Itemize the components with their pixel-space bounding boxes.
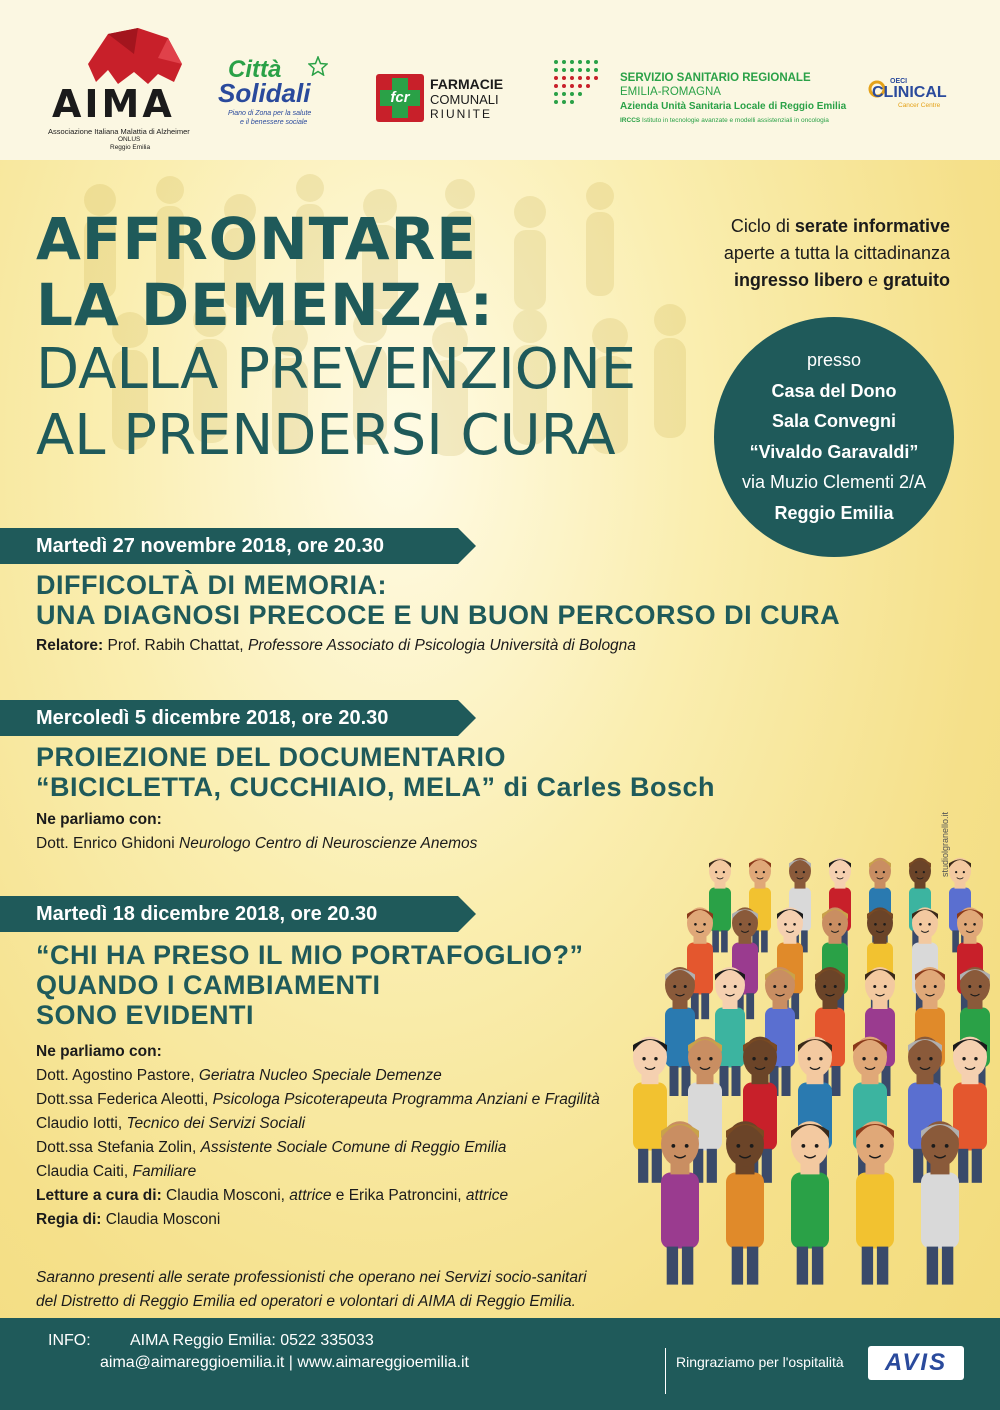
farmacie-comunali-logo	[376, 74, 526, 124]
crowd-person	[791, 1121, 829, 1284]
info-label: INFO:	[48, 1332, 91, 1349]
event-2-title: PROIEZIONE DEL DOCUMENTARIO “BICICLETTA, CUCCHIAIO, MELA” di Carles Bosch	[36, 742, 716, 802]
ssr-irccs: IRCCS	[620, 117, 641, 124]
star-icon	[308, 56, 328, 76]
avis-logo	[868, 1346, 964, 1380]
ssr-line4	[620, 117, 829, 124]
venue-room: Sala Convegni	[771, 411, 897, 431]
event-1-speaker: Relatore: Prof. Rabih Chattat, Professore Associato di Psicologia Università di Bologna	[36, 637, 636, 654]
aima-wordmark: AIMA	[52, 82, 175, 126]
title-line-1: AFFRONTARE	[36, 205, 477, 273]
aima-subtitle: Associazione Italiana Malattia di Alzheimer	[48, 127, 190, 136]
ssr-emilia-romagna-logo	[552, 58, 852, 128]
fcr-badge	[376, 74, 424, 122]
ssr-line3: Azienda Unità Sanitaria Locale di Reggio Emilia	[620, 101, 847, 112]
event-3-date: Martedì 18 dicembre 2018, ore 20.30	[36, 903, 378, 925]
thanks-text: Ringraziamo per l'ospitalità	[676, 1354, 844, 1370]
closing-note: Saranno presenti alle serate professionisti che operano nei Servizi socio-sanitari del Distretto di Reggio Emilia ed operatori e volontari di AIMA di Reggio Emilia.	[36, 1269, 587, 1310]
crowd-person	[953, 1037, 987, 1183]
farmacie-line3: RIUNITE	[430, 107, 492, 121]
crowd-person	[661, 1121, 699, 1284]
event-3-title: “CHI HA PRESO IL MIO PORTAFOGLIO?” QUANDO I CAMBIAMENTI SONO EVIDENTI	[36, 940, 584, 1030]
crowd-person	[749, 858, 771, 953]
event-2-date: Mercoledì 5 dicembre 2018, ore 20.30	[36, 707, 389, 729]
crowd-person	[688, 1037, 722, 1183]
citta-solidali-logo	[218, 56, 348, 136]
intro-line-1: Ciclo di serate informative	[730, 216, 950, 236]
venue-circle	[714, 317, 954, 557]
title-line-4: AL PRENDERSI CURA	[36, 403, 616, 468]
event-2-speakers: Ne parliamo con: Dott. Enrico Ghidoni Neurologo Centro di Neuroscienze Anemos	[36, 811, 478, 852]
crowd-person	[921, 1121, 959, 1284]
farmacie-line1: FARMACIE	[430, 76, 504, 92]
title-line-3: DALLA PREVENZIONE	[36, 337, 637, 402]
clinical-sub: Cancer Centre	[898, 102, 941, 109]
crowd-person	[726, 1121, 764, 1284]
crowd-person	[856, 1121, 894, 1284]
elephant-origami-icon	[78, 24, 188, 86]
crowd-person	[687, 907, 713, 1019]
crowd-person	[715, 967, 745, 1096]
footer-divider	[665, 1348, 666, 1394]
solidali-word: Solidali	[218, 78, 311, 108]
main-title	[36, 205, 696, 468]
event-1-date-banner	[0, 528, 458, 564]
crowd-illustration	[620, 840, 1000, 1290]
crowd-person	[765, 967, 795, 1096]
crowd-person	[665, 967, 695, 1096]
event-3-speakers: Ne parliamo con: Dott. Agostino Pastore, Geriatra Nucleo Speciale Demenze Dott.ssa Federica Aleotti, Psicologa Psicoterapeuta Programma Anziani e Fragilità Claudio Iotti, Tecnico dei Servizi Sociali Dott.ssa Stefania Zolin, Assistente Sociale Comune di Reggio Emilia Claudia Caiti, Familiare Letture a cura di: Claudia Mosconi, attrice e Erika Patroncini, attrice Regia di: Claudia Mosconi	[36, 1043, 600, 1228]
fcr-text: fcr	[390, 89, 410, 106]
venue-presso: presso	[806, 350, 862, 370]
venue-room-name: “Vivaldo Garavaldi”	[749, 441, 919, 462]
aima-logo	[48, 24, 198, 154]
avis-wordmark: AVIS	[884, 1349, 948, 1376]
citta-sub1: Piano di Zona per la salute	[228, 110, 312, 117]
crowd-person	[709, 858, 731, 953]
studio-credit: studiolgranello.it	[940, 812, 950, 878]
intro-line-2: aperte a tutta la cittadinanza	[723, 243, 950, 263]
dot-grid-icon	[552, 58, 608, 110]
ssr-line2: EMILIA-ROMAGNA	[620, 86, 721, 98]
ssr-irccs-desc: Istituto in tecnologie avanzate e modelli assistenziali in oncologia	[640, 117, 829, 124]
event-1-date: Martedì 27 novembre 2018, ore 20.30	[36, 535, 384, 557]
venue-city: Reggio Emilia	[774, 502, 894, 523]
intro-line-3: ingresso libero e gratuito	[733, 270, 950, 290]
clinical-main: CLINICAL	[872, 84, 947, 101]
event-2-date-banner	[0, 700, 458, 736]
info-phone: AIMA Reggio Emilia: 0522 335033	[130, 1332, 374, 1349]
farmacie-line2: COMUNALI	[430, 92, 499, 107]
event-1-title: DIFFICOLTÀ DI MEMORIA: UNA DIAGNOSI PRECOCE E UN BUON PERCORSO DI CURA	[36, 570, 841, 630]
logo-bar	[0, 0, 1000, 160]
footer	[0, 1318, 1000, 1410]
venue-name: Casa del Dono	[771, 380, 897, 401]
crowd-person	[633, 1037, 667, 1183]
oeci-clinical-logo	[868, 78, 968, 118]
intro-text	[724, 213, 950, 294]
title-line-2: LA DEMENZA:	[36, 271, 494, 339]
aima-city: Reggio Emilia	[110, 144, 151, 151]
event-3-date-banner	[0, 896, 458, 932]
aima-onlus: ONLUS	[118, 136, 141, 143]
clinical-top: OECI	[890, 78, 908, 85]
citta-sub2: e il benessere sociale	[240, 119, 308, 126]
citta-word: Città	[228, 56, 282, 83]
venue-address: via Muzio Clementi 2/A	[741, 472, 927, 492]
info-contacts[interactable]: aima@aimareggioemilia.it | www.aimareggioemilia.it	[100, 1354, 469, 1371]
ssr-line1: SERVIZIO SANITARIO REGIONALE	[620, 72, 811, 84]
